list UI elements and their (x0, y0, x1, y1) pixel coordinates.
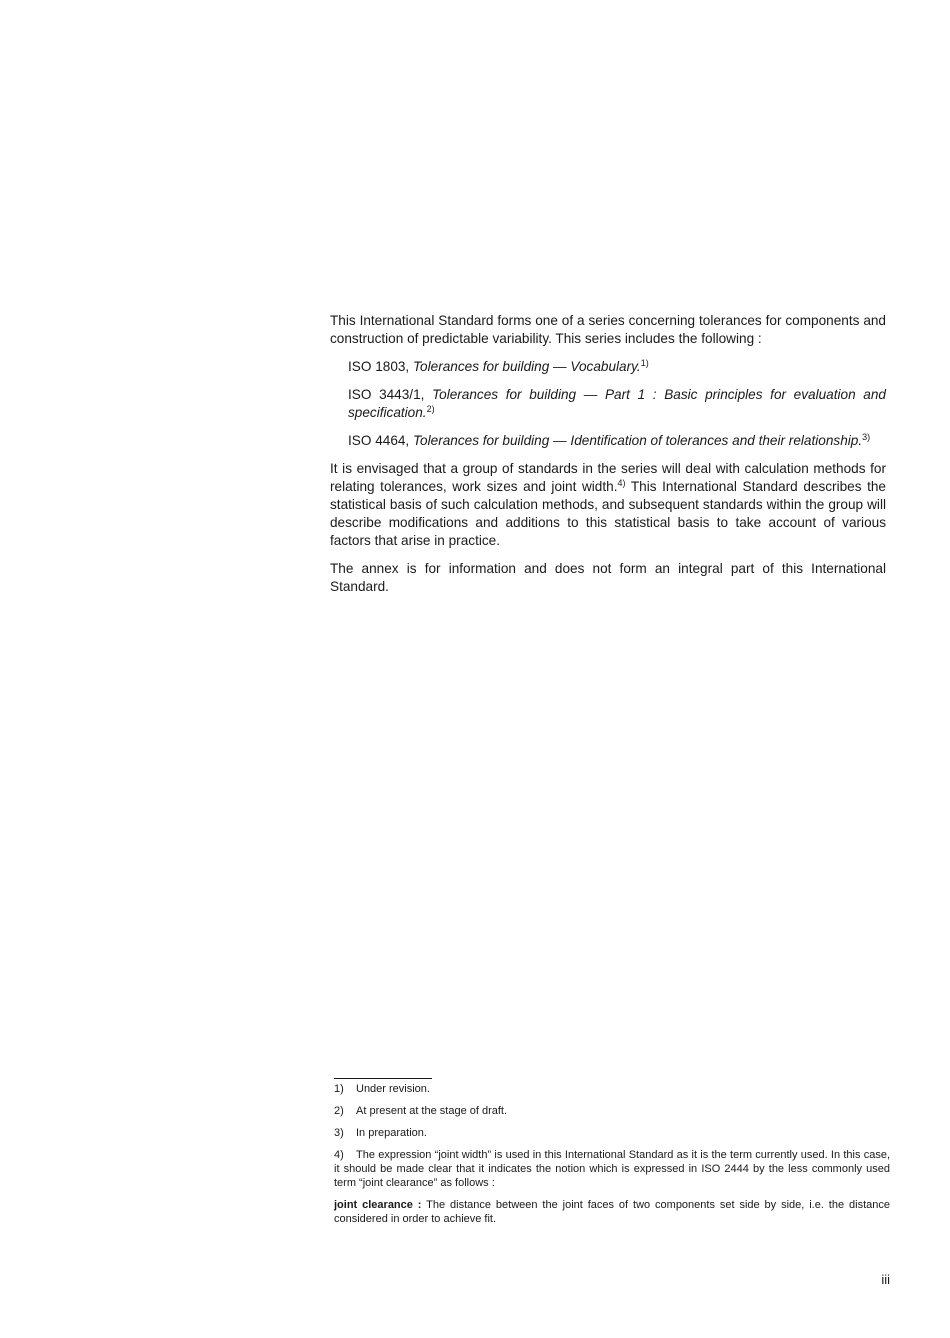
reference-code: ISO 4464, (348, 433, 410, 448)
footnote-text: The expression “joint width” is used in this International Standard as it is the term currently used. In this case, it should be made clear that it indicates the notion which is expressed in ISO 2444 by the less commonly used term “joint clearance” as follows : (334, 1149, 890, 1189)
reference-iso-1803 (348, 358, 886, 376)
footnote-number: 2) (334, 1105, 344, 1117)
footnote-text: Under revision. (356, 1083, 430, 1095)
scope-paragraph (330, 460, 886, 550)
definition-joint-clearance (334, 1198, 890, 1226)
reference-iso-4464 (348, 432, 886, 450)
footnote-1 (334, 1082, 890, 1096)
footnote-divider (334, 1078, 432, 1079)
reference-code: ISO 1803, (348, 359, 410, 374)
footnote-text: In preparation. (356, 1127, 427, 1139)
intro-paragraph: This International Standard forms one of a series concerning tolerances for components and construction of predictable variability. This series includes the following : (330, 313, 886, 346)
footnote-3 (334, 1126, 890, 1140)
footnotes (334, 1082, 890, 1234)
footnote-number: 3) (334, 1127, 344, 1139)
reference-iso-3443-1 (348, 386, 886, 422)
footnote-4 (334, 1148, 890, 1190)
reference-title: Tolerances for building — Identification of tolerances and their relationship. (413, 433, 863, 448)
reference-code: ISO 3443/1, (348, 387, 425, 402)
footnote-marker: 2) (426, 404, 435, 414)
reference-title: Tolerances for building — Vocabulary. (413, 359, 641, 374)
scope-text-a: It is envisaged that a group of standards in the series will deal with calculation methods for relating tolerances, work sizes and joint width. (330, 461, 886, 494)
footnote-number: 1) (334, 1083, 344, 1095)
definition-term: joint clearance : (334, 1199, 422, 1211)
footnote-marker: 4) (617, 478, 626, 488)
footnote-marker: 1) (640, 358, 649, 368)
definition-text: The distance between the joint faces of two components set side by side, i.e. the distance considered in order to achieve fit. (334, 1199, 890, 1225)
reference-title: Tolerances for building — Part 1 : Basic principles for evaluation and specification. (348, 387, 886, 420)
scope-text-b: This International Standard describes the statistical basis of such calculation methods, and subsequent standards within the group will describe modifications and additions to this statistical basis to take account of various factors that arise in practice. (330, 479, 886, 548)
footnote-marker: 3) (862, 432, 871, 442)
body-text (330, 312, 886, 606)
annex-paragraph: The annex is for information and does not form an integral part of this International Standard. (330, 561, 886, 594)
footnote-2 (334, 1104, 890, 1118)
footnote-text: At present at the stage of draft. (356, 1105, 508, 1117)
footnote-number: 4) (334, 1149, 344, 1161)
page-number: iii (881, 1272, 890, 1287)
